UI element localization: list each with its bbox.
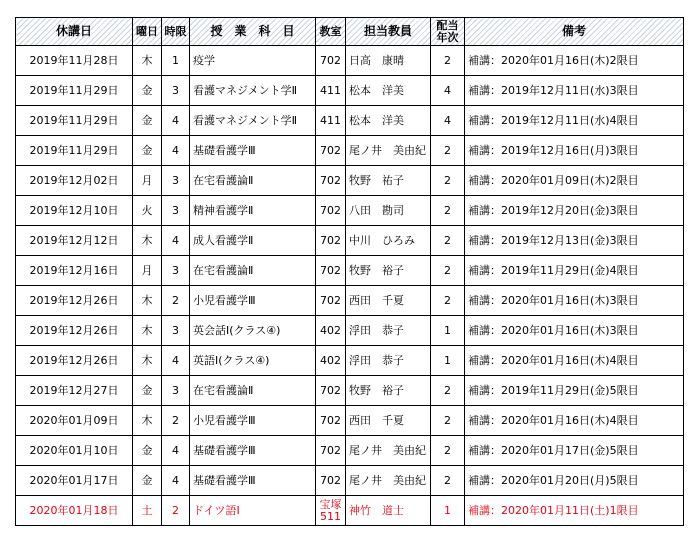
cell-subject: 基礎看護学Ⅲ [190, 466, 316, 496]
cell-room: 702 [316, 226, 346, 256]
cell-teacher: 日高 康晴 [346, 46, 431, 76]
header-period: 時限 [162, 18, 190, 46]
cell-period: 4 [162, 226, 190, 256]
cell-date: 2019年12月26日 [16, 346, 133, 376]
cell-subject: 英語Ⅰ(クラス④) [190, 346, 316, 376]
cell-year: 4 [431, 106, 465, 136]
cell-period: 3 [162, 196, 190, 226]
cell-year: 2 [431, 256, 465, 286]
cell-year: 2 [431, 166, 465, 196]
cell-year: 2 [431, 196, 465, 226]
cell-weekday: 月 [133, 166, 162, 196]
cell-date: 2019年12月02日 [16, 166, 133, 196]
cell-teacher: 中川 ひろみ [346, 226, 431, 256]
cell-subject: 在宅看護論Ⅱ [190, 376, 316, 406]
header-year [431, 18, 465, 46]
cell-year: 4 [431, 76, 465, 106]
cell-date: 2019年12月10日 [16, 196, 133, 226]
cell-date: 2020年01月17日 [16, 466, 133, 496]
cell-teacher: 八田 勘司 [346, 196, 431, 226]
cell-subject: 看護マネジメント学Ⅱ [190, 76, 316, 106]
cell-date: 2019年12月12日 [16, 226, 133, 256]
cell-note: 補講：2019年12月13日(金)3限目 [465, 226, 684, 256]
cell-period: 4 [162, 346, 190, 376]
cell-room: 702 [316, 466, 346, 496]
cell-teacher: 松本 洋美 [346, 106, 431, 136]
header-subject: 授 業 科 目 [190, 18, 316, 46]
table-row [16, 76, 684, 106]
cell-room: 702 [316, 256, 346, 286]
cell-note: 補講：2020年01月16日(木)3限目 [465, 316, 684, 346]
table-row [16, 316, 684, 346]
cell-teacher: 尾ノ井 美由紀 [346, 436, 431, 466]
cell-date: 2020年01月09日 [16, 406, 133, 436]
cell-weekday: 金 [133, 106, 162, 136]
cell-room: 702 [316, 196, 346, 226]
table-row [16, 106, 684, 136]
table-row [16, 376, 684, 406]
cell-date: 2019年11月29日 [16, 76, 133, 106]
cell-year: 2 [431, 226, 465, 256]
cell-weekday: 金 [133, 466, 162, 496]
cell-year: 1 [431, 496, 465, 526]
cell-period: 3 [162, 166, 190, 196]
cell-weekday: 金 [133, 136, 162, 166]
cell-note: 補講：2020年01月09日(木)2限目 [465, 166, 684, 196]
cell-date: 2019年12月26日 [16, 286, 133, 316]
table-row [16, 166, 684, 196]
cell-period: 4 [162, 106, 190, 136]
cell-teacher: 西田 千夏 [346, 286, 431, 316]
cell-room: 402 [316, 316, 346, 346]
cell-room: 402 [316, 346, 346, 376]
cell-date: 2020年01月18日 [16, 496, 133, 526]
table-row [16, 196, 684, 226]
cell-subject: 看護マネジメント学Ⅱ [190, 106, 316, 136]
header-note: 備考 [465, 18, 684, 46]
cell-period: 3 [162, 256, 190, 286]
cell-period: 1 [162, 46, 190, 76]
cell-room: 702 [316, 436, 346, 466]
header-room: 教室 [316, 18, 346, 46]
cell-room-line1: 宝塚 [319, 497, 342, 511]
cell-year: 2 [431, 46, 465, 76]
cell-date: 2019年11月28日 [16, 46, 133, 76]
cell-weekday: 木 [133, 226, 162, 256]
cell-date: 2020年01月10日 [16, 436, 133, 466]
cell-teacher: 浮田 恭子 [346, 346, 431, 376]
cell-teacher: 尾ノ井 美由紀 [346, 136, 431, 166]
cell-date: 2019年12月26日 [16, 316, 133, 346]
cell-subject: 精神看護学Ⅱ [190, 196, 316, 226]
cell-teacher: 牧野 裕子 [346, 256, 431, 286]
cell-teacher: 西田 千夏 [346, 406, 431, 436]
cell-teacher: 尾ノ井 美由紀 [346, 466, 431, 496]
cell-note: 補講：2020年01月16日(木)4限目 [465, 346, 684, 376]
cell-room: 702 [316, 166, 346, 196]
cell-year: 1 [431, 346, 465, 376]
table-row [16, 136, 684, 166]
cell-weekday: 金 [133, 436, 162, 466]
cell-room: 702 [316, 136, 346, 166]
cell-teacher: 神竹 道士 [346, 496, 431, 526]
cell-weekday: 月 [133, 256, 162, 286]
cell-note: 補講：2020年01月16日(木)2限目 [465, 46, 684, 76]
cell-period: 4 [162, 136, 190, 166]
cell-period: 2 [162, 406, 190, 436]
cell-note: 補講：2020年01月17日(金)5限目 [465, 436, 684, 466]
header-year-line2: 年次 [436, 30, 459, 44]
table-row [16, 46, 684, 76]
cell-note: 補講：2020年01月16日(木)4限目 [465, 406, 684, 436]
cell-note: 補講：2019年11月29日(金)5限目 [465, 376, 684, 406]
cell-subject: 疫学 [190, 46, 316, 76]
cell-weekday: 木 [133, 286, 162, 316]
cell-year: 1 [431, 316, 465, 346]
cell-note: 補講：2019年12月20日(金)3限目 [465, 196, 684, 226]
cell-note: 補講：2020年01月16日(木)3限目 [465, 286, 684, 316]
cell-period: 3 [162, 76, 190, 106]
cell-subject: 在宅看護論Ⅱ [190, 166, 316, 196]
cell-period: 2 [162, 286, 190, 316]
cell-year: 2 [431, 136, 465, 166]
table-row [16, 346, 684, 376]
table-row [16, 406, 684, 436]
table-row [16, 436, 684, 466]
cell-subject: 英会話Ⅰ(クラス④) [190, 316, 316, 346]
cell-subject: 小児看護学Ⅲ [190, 286, 316, 316]
cell-teacher: 松本 洋美 [346, 76, 431, 106]
cell-note: 補講：2019年12月16日(月)3限目 [465, 136, 684, 166]
header-year-line1: 配当 [436, 18, 459, 32]
cell-period: 4 [162, 466, 190, 496]
cell-year: 2 [431, 406, 465, 436]
cell-room: 702 [316, 46, 346, 76]
cell-period: 4 [162, 436, 190, 466]
cell-weekday: 木 [133, 46, 162, 76]
cell-note: 補講：2020年01月11日(土)1限目 [465, 496, 684, 526]
cell-teacher: 牧野 祐子 [346, 166, 431, 196]
cell-date: 2019年12月16日 [16, 256, 133, 286]
cell-period: 2 [162, 496, 190, 526]
cell-weekday: 火 [133, 196, 162, 226]
cell-weekday: 木 [133, 346, 162, 376]
cell-period: 3 [162, 316, 190, 346]
cell-room: 411 [316, 76, 346, 106]
header-date: 休講日 [16, 18, 133, 46]
table-row [16, 286, 684, 316]
cell-room: 702 [316, 376, 346, 406]
table-row [16, 226, 684, 256]
cell-room: 702 [316, 286, 346, 316]
header-row [16, 18, 684, 46]
cell-weekday: 金 [133, 76, 162, 106]
cancellation-table-container [15, 17, 684, 526]
cell-room [316, 496, 346, 526]
cell-subject: 成人看護学Ⅱ [190, 226, 316, 256]
cell-room: 411 [316, 106, 346, 136]
cell-weekday: 金 [133, 376, 162, 406]
cell-date: 2019年11月29日 [16, 106, 133, 136]
cell-weekday: 土 [133, 496, 162, 526]
cell-subject: 在宅看護論Ⅱ [190, 256, 316, 286]
table-row [16, 256, 684, 286]
cell-subject: 基礎看護学Ⅲ [190, 136, 316, 166]
cell-weekday: 木 [133, 316, 162, 346]
cell-year: 2 [431, 376, 465, 406]
cell-date: 2019年11月29日 [16, 136, 133, 166]
header-weekday: 曜日 [133, 18, 162, 46]
cell-year: 2 [431, 286, 465, 316]
table-row [16, 466, 684, 496]
cell-note: 補講：2019年12月11日(水)4限目 [465, 106, 684, 136]
header-teacher: 担当教員 [346, 18, 431, 46]
cell-year: 2 [431, 436, 465, 466]
cell-note: 補講：2019年12月11日(水)3限目 [465, 76, 684, 106]
class-cancellation-table [15, 17, 684, 526]
cell-room: 702 [316, 406, 346, 436]
cell-note: 補講：2019年11月29日(金)4限目 [465, 256, 684, 286]
cell-weekday: 木 [133, 406, 162, 436]
table-row-highlighted [16, 496, 684, 526]
cell-subject: ドイツ語Ⅰ [190, 496, 316, 526]
cell-room-line2: 511 [320, 509, 341, 523]
cell-subject: 小児看護学Ⅲ [190, 406, 316, 436]
cell-date: 2019年12月27日 [16, 376, 133, 406]
cell-teacher: 浮田 恭子 [346, 316, 431, 346]
cell-teacher: 牧野 裕子 [346, 376, 431, 406]
cell-period: 3 [162, 376, 190, 406]
cell-year: 2 [431, 466, 465, 496]
cell-subject: 基礎看護学Ⅲ [190, 436, 316, 466]
cell-note: 補講：2020年01月20日(月)5限目 [465, 466, 684, 496]
